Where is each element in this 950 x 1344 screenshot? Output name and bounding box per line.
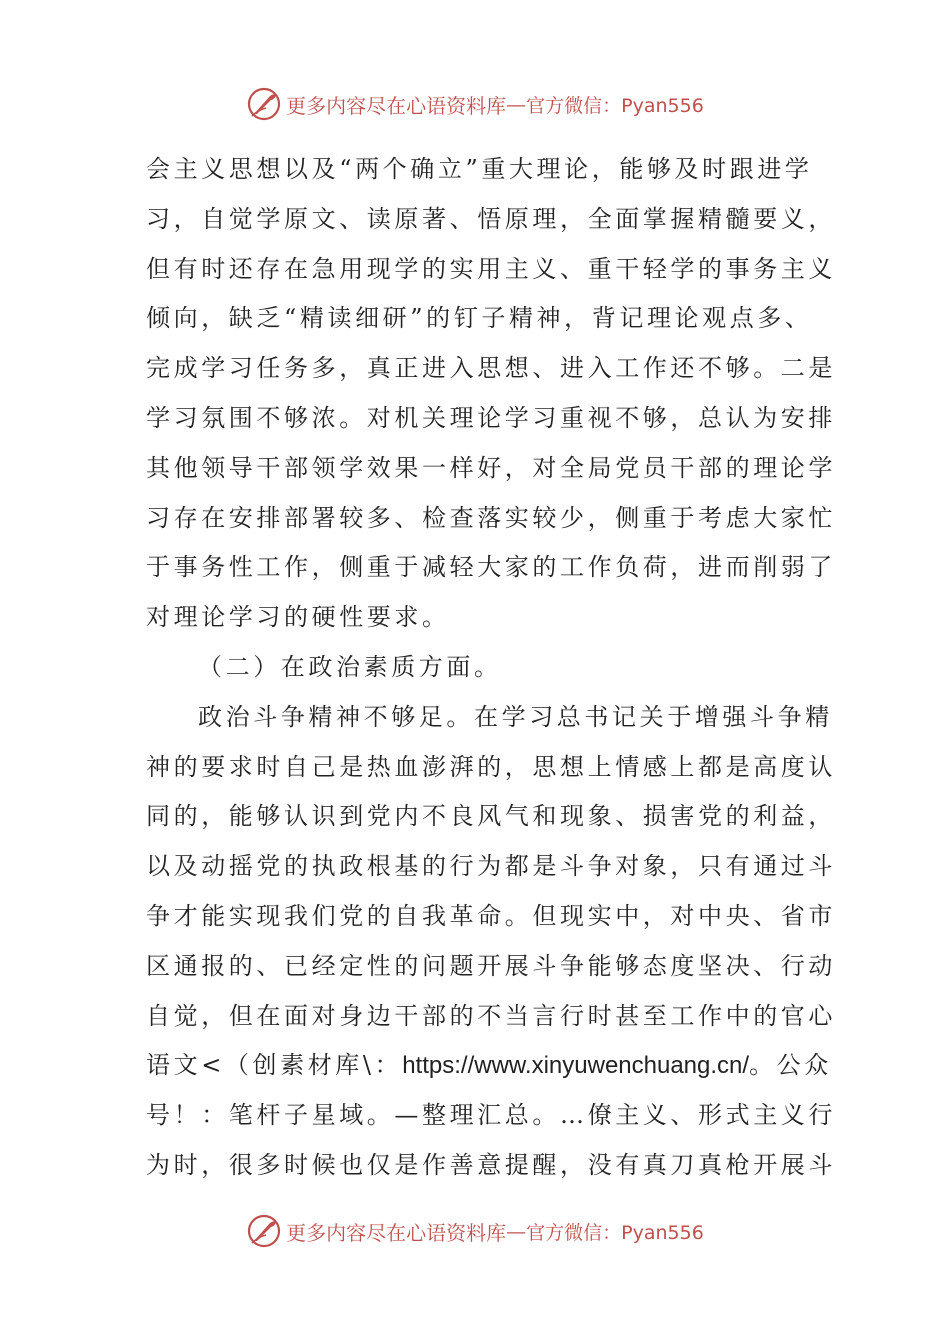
quill-pen-circle-icon [246, 1213, 282, 1249]
body-line: 以及动摇党的执政根基的行为都是斗争对象，只有通过斗 [146, 852, 836, 881]
body-line: 习，自觉学原文、读原著、悟原理，全面掌握精髓要义， [146, 204, 836, 233]
footer-banner [0, 1209, 950, 1253]
body-line: 自觉，但在面对身边干部的不当言行时甚至工作中的官心 [146, 1001, 836, 1030]
body-line: 但有时还存在急用现学的实用主义、重干轻学的事务主义 [146, 254, 836, 283]
header-separator: — [506, 92, 527, 116]
body-line: 于事务性工作，侧重于减轻大家的工作负荷，进而削弱了 [146, 553, 836, 582]
body-line: 学习氛围不够浓。对机关理论学习重视不够，总认为安排 [146, 403, 836, 432]
body-line: 号！：笔杆子星域。—整理汇总。…僚主义、形式主义行 [146, 1101, 836, 1130]
footer-slogan: 更多内容尽在心语资料库 [286, 1220, 507, 1245]
body-line: 争才能实现我们党的自我革命。但现实中，对中央、省市 [146, 901, 836, 930]
inline-url: https://www.xinyuwenchuang.cn/ [402, 1052, 750, 1080]
body-line: 为时，很多时候也仅是作善意提醒，没有真刀真枪开展斗 [146, 1150, 836, 1179]
quill-pen-circle-icon [246, 86, 282, 122]
footer-account-label: 官方微信：Pyan556 [526, 1221, 704, 1244]
body-line: 完成学习任务多，真正进入思想、进入工作还不够。二是 [146, 354, 836, 383]
body-line: 对理论学习的硬性要求。 [146, 603, 450, 632]
body-line: 同的，能够认识到党内不良风气和现象、损害党的利益， [146, 802, 836, 831]
inline-text: 。公众 [749, 1051, 832, 1080]
inline-text: 语文<（创素材库\： [146, 1051, 403, 1080]
header-slogan: 更多内容尽在心语资料库 [286, 93, 507, 118]
body-line: 神的要求时自己是热血澎湃的，思想上情感上都是高度认 [146, 752, 836, 781]
body-line-with-url [146, 1041, 832, 1091]
body-line: 区通报的、已经定性的问题开展斗争能够态度坚决、行动 [146, 951, 836, 980]
header-banner [0, 82, 950, 126]
section-heading: （二）在政治素质方面。 [198, 652, 502, 681]
body-line: 习存在安排部署较多、检查落实较少，侧重于考虑大家忙 [146, 503, 836, 532]
paragraph-first-line: 政治斗争精神不够足。在学习总书记关于增强斗争精 [198, 702, 833, 731]
body-line: 其他领导干部领学效果一样好，对全局党员干部的理论学 [146, 453, 836, 482]
document-body [146, 145, 836, 1191]
footer-separator: — [506, 1219, 527, 1243]
body-line: 会主义思想以及“两个确立”重大理论，能够及时跟进学 [146, 155, 813, 183]
header-account-label: 官方微信：Pyan556 [526, 94, 704, 117]
body-line: 倾向，缺乏“精读细研”的钉子精神，背记理论观点多、 [146, 304, 813, 333]
